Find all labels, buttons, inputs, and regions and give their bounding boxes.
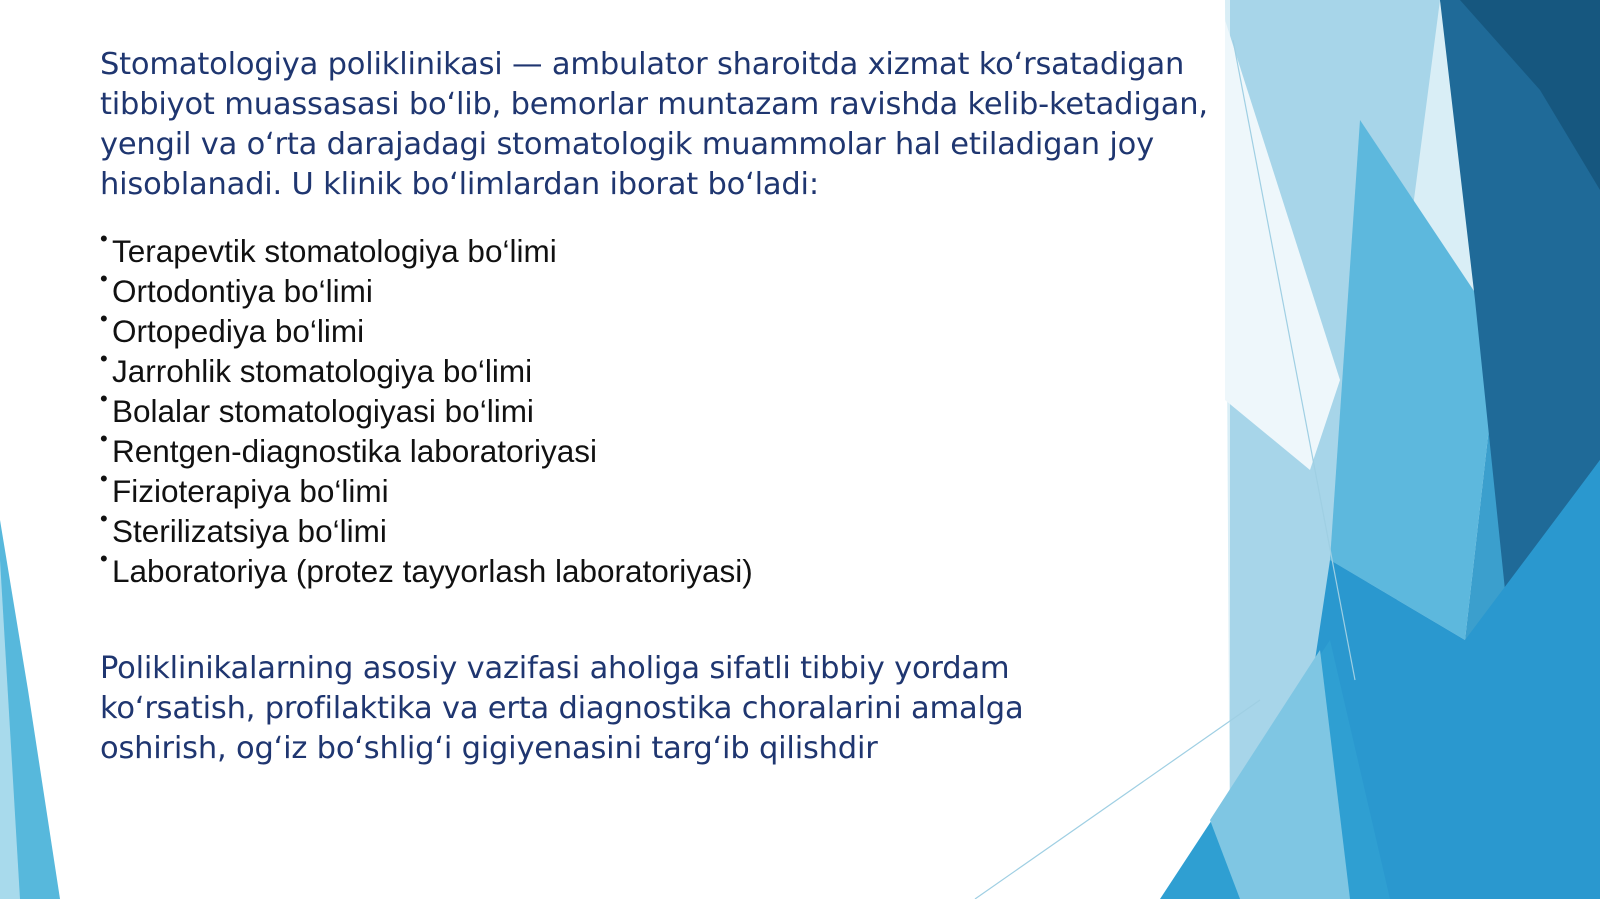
bullet-icon: • (100, 386, 108, 411)
bullet-icon: • (100, 266, 108, 291)
bullet-icon: • (100, 426, 108, 451)
bullet-icon: • (100, 306, 108, 331)
list-item-label: Laboratoriya (protez tayyorlash laboratoriyasi) (112, 553, 753, 589)
list-item (100, 546, 753, 591)
bullet-icon: • (100, 346, 108, 371)
department-list (100, 226, 753, 591)
intro-paragraph: Stomatologiya poliklinikasi — ambulator sharoitda xizmat ko‘rsatadigan tibbiyot muassasasi bo‘lib, bemorlar muntazam ravishda kelib-ketadigan, yengil va o‘rta darajadagi stomatologik muammolar hal etiladigan joy hisoblanadi. U klinik bo‘limlardan iborat bo‘ladi: (100, 47, 1208, 202)
list-item (100, 346, 753, 391)
list-item (100, 506, 753, 551)
closing-paragraph: Poliklinikalarning asosiy vazifasi aholiga sifatli tibbiy yordam ko‘rsatish, profilaktika va erta diagnostika choralarini amalga oshirish, og‘iz bo‘shlig‘i gigiyenasini targ‘ib qilishdir (100, 651, 1024, 766)
bullet-icon: • (100, 506, 108, 531)
bullet-icon: • (100, 546, 108, 571)
bullet-icon: • (100, 226, 108, 251)
list-item (100, 226, 753, 271)
list-item-label: Jarrohlik stomatologiya bo‘limi (112, 353, 533, 389)
list-item (100, 306, 753, 351)
list-item-label: Terapevtik stomatologiya bo‘limi (112, 233, 557, 269)
list-item (100, 386, 753, 431)
bullet-icon: • (100, 466, 108, 491)
list-item (100, 266, 753, 311)
list-item-label: Bolalar stomatologiyasi bo‘limi (112, 393, 534, 429)
list-item-label: Fizioterapiya bo‘limi (112, 473, 389, 509)
list-item (100, 466, 753, 511)
list-item-label: Ortodontiya bo‘limi (112, 273, 373, 309)
list-item-label: Rentgen-diagnostika laboratoriyasi (112, 433, 598, 469)
list-item (100, 426, 753, 471)
list-item-label: Ortopediya bo‘limi (112, 313, 365, 349)
list-item-label: Sterilizatsiya bo‘limi (112, 513, 387, 549)
